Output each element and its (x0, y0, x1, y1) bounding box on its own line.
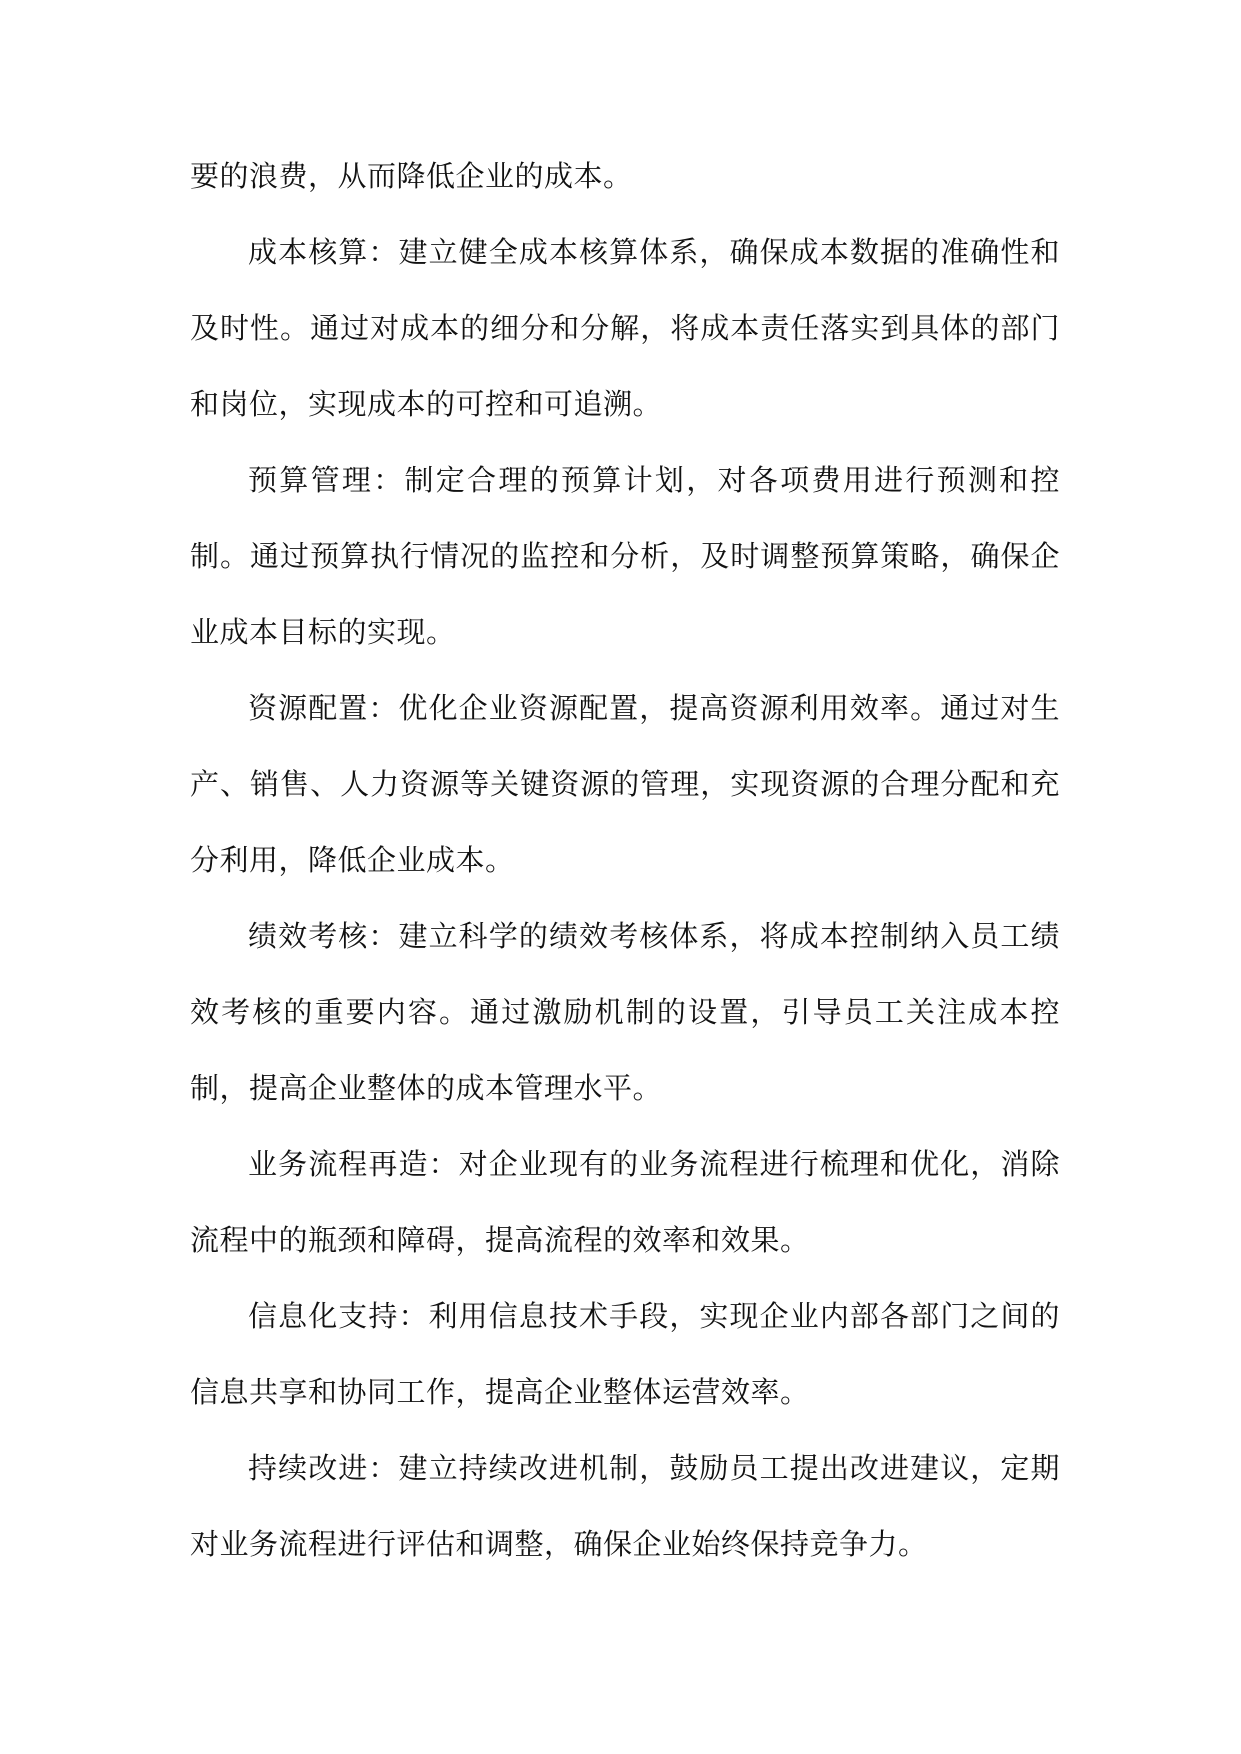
paragraph-performance-appraisal: 绩效考核：建立科学的绩效考核体系，将成本控制纳入员工绩效考核的重要内容。通过激励机制的设置，引导员工关注成本控制，提高企业整体的成本管理水平。 (190, 919, 1060, 1105)
paragraph-budget-management: 预算管理：制定合理的预算计划，对各项费用进行预测和控制。通过预算执行情况的监控和分析，及时调整预算策略，确保企业成本目标的实现。 (190, 463, 1060, 649)
body-text (190, 138, 1060, 1582)
paragraph-process-reengineering: 业务流程再造：对企业现有的业务流程进行梳理和优化，消除流程中的瓶颈和障碍，提高流程的效率和效果。 (190, 1147, 1060, 1257)
paragraph-continuous-improvement: 持续改进：建立持续改进机制，鼓励员工提出改进建议，定期对业务流程进行评估和调整，确保企业始终保持竞争力。 (190, 1451, 1060, 1561)
paragraph-continuation: 要的浪费，从而降低企业的成本。 (190, 159, 633, 193)
paragraph-cost-accounting: 成本核算：建立健全成本核算体系，确保成本数据的准确性和及时性。通过对成本的细分和分解，将成本责任落实到具体的部门和岗位，实现成本的可控和可追溯。 (190, 235, 1060, 421)
paragraph-information-support: 信息化支持：利用信息技术手段，实现企业内部各部门之间的信息共享和协同工作，提高企业整体运营效率。 (190, 1299, 1060, 1409)
paragraph-resource-allocation: 资源配置：优化企业资源配置，提高资源利用效率。通过对生产、销售、人力资源等关键资源的管理，实现资源的合理分配和充分利用，降低企业成本。 (190, 691, 1060, 877)
